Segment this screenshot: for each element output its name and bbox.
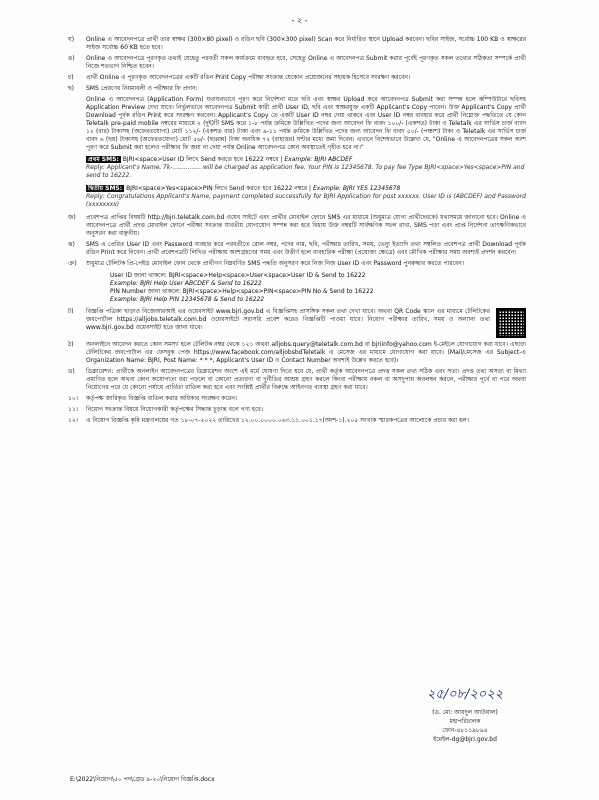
item-label: ঝ) bbox=[68, 241, 75, 248]
item-label: ১২। bbox=[68, 417, 78, 424]
signatory-phone: ফোন-৪৮১১৯৮৯৪ bbox=[442, 727, 488, 734]
item-label: ঞ) bbox=[68, 260, 77, 267]
signatory-name: (ড. মো: আবদুল আউয়াল) bbox=[432, 709, 498, 716]
recovery-pin-example: Example: BJRI Help PIN 12345678 & Send to 16222 bbox=[110, 296, 265, 303]
item-label: ১০। bbox=[68, 395, 78, 402]
list-item bbox=[68, 406, 526, 414]
sms-second-command: BJRI<space>Yes<space>PIN লিখে Send করতে হবে 16222 নম্বরে | bbox=[126, 185, 312, 192]
list-item bbox=[68, 74, 526, 82]
list-item bbox=[68, 260, 526, 268]
sms-first-tag: প্রথম SMS: bbox=[88, 156, 119, 163]
item-text: প্রবেশপত্র প্রাপ্তির বিষয়টি http://bjri.teletalk.com.bd ওয়েব সাইটে এবং প্রার্থীর মোবাইল ফোনে SMS এর মাধ্যমে (শুধুমাত্র যোগ্য প্রার্থীদেরকে) যথাসময়ে জানানো হবে। Online এ আবেদনপত্রে প্রার্থী প্রদত্ত মোবাইল ফোনে পরীক্ষা সংক্রান্ত যাবতীয় যোগাযোগ সম্পন্ন করা হবে বিধায় উক্ত নম্বরটি সার্বক্ষণিক সচল রাখা, SMS পড়া এবং প্রাপ্ত নির্দেশনা তাৎক্ষণিকভাবে অনুসরণ করা বাঞ্ছনীয়। bbox=[86, 214, 526, 237]
sms-second-block bbox=[86, 185, 526, 209]
instructions-bottom bbox=[68, 308, 526, 425]
item-label: জ) bbox=[68, 214, 76, 221]
page-number: - ২ - bbox=[291, 16, 308, 25]
item-label: চ) bbox=[68, 74, 74, 81]
list-item bbox=[68, 368, 526, 392]
list-item bbox=[68, 341, 526, 365]
sms-second-tag: দ্বিতীয় SMS: bbox=[88, 185, 123, 192]
signatory-email: ইমেইল-dg@bjri.gov.bd bbox=[433, 736, 497, 743]
credential-recovery-block bbox=[110, 272, 526, 304]
recovery-userid-example: Example: BJRI Help User ABCDEF & Send to 16222 bbox=[110, 280, 262, 287]
item-text: কর্তৃপক্ষ জারিকৃত বিজ্ঞপ্তি বাতিল করার অধিকার সংরক্ষণ করেন। bbox=[86, 395, 238, 402]
signature-scribble: ২৫/০৮/২০২২ bbox=[426, 687, 504, 702]
list-item bbox=[68, 395, 526, 403]
item-text: এ নিয়োগ বিজ্ঞপ্তি কৃষি মন্ত্রণালয়ের গত ১৮-০৭-২০২২ তারিখের ১২.০০.০০০০.০৬৩.১১.০০১.১৭(অংশ-১).২০৫ সংখ্যক স্মারকপত্রের আলোকে প্রচার করা হল। bbox=[86, 417, 469, 424]
item-text: ডিক্লারেশন: প্রার্থীকে অনলাইন আবেদনপত্রের ডিক্লারেশন অংশে এই মর্মে ঘোষণা দিতে হবে যে, প্রার্থী কর্তৃক আবেদনপত্রে প্রদত্ত সকল তথ্য সঠিক এবং সত্য। প্রদত্ত তথ্য অসত্য বা মিথ্যা প্রমাণিত হলে অথবা কোন অযোগ্যতা ধরা পড়লে বা কোনো প্রতারণা বা দুর্নীতির আশ্রয় গ্রহণ করলে কিংবা পরীক্ষায় নকল বা অসদুপায় অবলম্বন করলে, পরীক্ষার পূর্বে বা পরে অথবা নিয়োগের পরে যে কোনো পর্যায়ে প্রার্থিতা বাতিল করা হবে এবং সংশ্লিষ্ট প্রার্থীর বিরুদ্ধে আইনগত ব্যবস্থা গ্রহণ করা যাবে। bbox=[86, 368, 526, 391]
footer-file-path: E:\2022\নিয়োগ\৫০ পদ\গ্রেড ৯-২০\নিয়োগ বিজ্ঞপ্তি.docx bbox=[70, 776, 215, 783]
item-label: ১১। bbox=[68, 406, 78, 413]
instructions-top bbox=[68, 36, 526, 152]
item-label bbox=[68, 96, 86, 152]
item-label: ঙ) bbox=[68, 55, 75, 62]
signature-block bbox=[380, 687, 550, 744]
item-text: নিয়োগ সংক্রান্ত বিষয়ে নিয়োগকারী কর্তৃপক্ষের সিদ্ধান্ত চূড়ান্ত বলে গণ্য হবে। bbox=[86, 406, 263, 413]
item-text: SMS এ প্রেরিত User ID এবং Password ব্যবহার করে পরবর্তীতে রোল নম্বর, পদের নাম, ছবি, পরীক্ষার তারিখ, সময়, ভেন্যু ইত্যাদি তথ্য সম্বলিত প্রবেশপত্র প্রার্থী Download পূর্বক রঙিন Print করে নিবেন। প্রার্থী প্রবেশপত্রটি লিখিত পরীক্ষায় অংশগ্রহণের সময় এবং উত্তীর্ণ হলে ব্যবহারিক পরীক্ষা (প্রযোজ্য ক্ষেত্রে) এবং মৌখিক পরীক্ষার সময় অবশ্যই প্রদর্শন করবেন। bbox=[86, 241, 526, 256]
recovery-userid-line: User ID জানা থাকলে: BJRI<space>Help<space>User<space>User ID & Send to 16222 bbox=[110, 272, 366, 279]
sms-second-example: Example: BJRI YES 12345678 bbox=[312, 185, 401, 192]
list-item bbox=[68, 241, 526, 257]
list-item bbox=[86, 96, 526, 152]
item-text: অনলাইনে আবেদন করতে কোন সমস্যা হলে টেলিটক নম্বর থেকে ১২১ অথবা alljobs.query@teletalk.com.bd বা bjriinfo@yahoo.com ই-মেইলে যোগাযোগ করা যাবে। এছাড়া টেলিটকের জবপোর্টাল এর ফেসবুক পেজ https://www.facebook.com/alljobsbdTeletalk এ মেসেজ এর মাধ্যমে যোগাযোগ করা যাবে। (Mail/মেসেজ এর Subject-এ Organization Name: BJRI, Post Name: * * *, Applicant's User ID ও Contact Number অবশ্যই উল্লেখ করতে হবে)। bbox=[86, 341, 526, 364]
item-text: Online এ আবেদনপত্র (Application Form) যথাযথভাবে পূরণ করে নির্দেশনা মতে ছবি এবং স্বাক্ষর Upload করে আবেদনপত্র Submit করা সম্পন্ন হলে কম্পিউটারে ছবিসহ Application Preview দেখা যাবে। নির্ভুলভাবে আবেদনপত্র Submit কারী প্রার্থী User ID, ছবি এবং স্বাক্ষরযুক্ত একটি Applicant's Copy পাবেন। উক্ত Applicant's Copy প্রার্থী Download পূর্বক রঙিন Print করে সংরক্ষণ করবেন। Applicant's Copy তে একটি User ID নম্বর দেয়া থাকবে এবং User ID নম্বর ব্যবহার করে প্রার্থী নিম্নোক্ত পদ্ধতিতে যে কোন Teletalk pre-paid mobile নম্বরের মাধ্যমে ২ (দুই)টি SMS করে ১-৮ পর্যন্ত ক্রমিকে উল্লিখিত পদের জন্য আবেদন ফি বাবদ ১০০/- (একশত) টাকা ও Teletalk এর সার্ভিস চার্জ বাবদ ১২ (বার) টাকাসহ (অফেরতযোগ্য) মোট ১১২/- (একশত বার) টাকা এবং ৯-১১ পর্যন্ত ক্রমিকে উল্লিখিত পদের জন্য আবেদন ফি বাবদ ৫০/- (পঞ্চাশ) টাকা ও Teletalk এর সার্ভিস চার্জ বাবদ ৬ (ছয়) টাকাসহ (অফেরতযোগ্য) মোট ৫৬/- (ছাপ্পান্ন) টাকা অনধিক ৭২ (বাহাত্তর) ঘণ্টার মধ্যে জমা দিবেন। এখানে বিশেষভাবে উল্লেখ্য যে, "Online এ আবেদনপত্রের সকল অংশ পূরণ করে Submit করা হলেও পরীক্ষার ফি জমা না দেয়া পর্যন্ত Online আবেদনপত্র কোন অবস্থাতেই গৃহীত হবে না।" bbox=[86, 96, 526, 151]
item-text: প্রার্থী Online এ পূরণকৃত আবেদনপত্রের একটি রঙিন Print Copy পরীক্ষা সংক্রান্ত যেকোন প্রয়োজনের সহায়ক হিসেবে সংরক্ষণ করবেন। bbox=[86, 74, 411, 81]
qr-code-icon bbox=[496, 308, 526, 338]
list-item bbox=[68, 36, 526, 52]
list-item bbox=[68, 214, 526, 238]
item-label: ঠ) bbox=[68, 341, 74, 348]
item-text: বিজ্ঞপ্তি পত্রিকা ছাড়াও বিজেআরআই এর ওয়েবসাইট www.bjri.gov.bd এ বিজ্ঞপ্তিসহ প্রাসঙ্গিক সকল তথ্য দেখা যাবে। অথবা QR Code স্ক্যান এর মাধ্যমে টেলিটকের জবপোর্টাল https://alljobs.teletalk.com.bd ওয়েবসাইটে সরাসরি প্রবেশ করেও বিজ্ঞপ্তিটি পাওয়া যাবে। নিয়োগ পরীক্ষার তারিখ, সময় ও অন্যান্য তথ্য www.bjri.gov.bd ওয়েবসাইট হতে জানা যাবে। bbox=[86, 308, 490, 331]
signatory-title: মহাপরিচালক bbox=[449, 718, 481, 725]
instructions-mid bbox=[68, 214, 526, 268]
recovery-pin-line: PIN Number জানা থাকলে: BJRI<space>Help<space>PIN<space>PIN No & Send to 16222 bbox=[110, 288, 374, 295]
document-body bbox=[68, 36, 526, 428]
sms-first-reply: Reply: Applicant's Name, Tk-............... will be charged as application fee. Your PIN is 12345678. To pay fee Type BJRI<space>Yes<space>PIN and send to 16222. bbox=[86, 164, 525, 179]
list-item bbox=[68, 85, 526, 93]
sms-first-block bbox=[86, 156, 526, 180]
item-label: ছ) bbox=[68, 85, 74, 92]
item-text: শুধুমাত্র টেলিটক প্রি-পেইড মোবাইল ফোন থেকে প্রার্থীগণ নিম্নবর্ণিত SMS পদ্ধতি অনুসরণ করে নিজ নিজ User ID এবং Password পুনরুদ্ধার করতে পারবেন। bbox=[86, 260, 465, 267]
item-label: ড) bbox=[68, 368, 75, 375]
item-label: ট) bbox=[68, 308, 74, 315]
list-item bbox=[68, 417, 526, 425]
sms-second-reply: Reply: Congratulations Applicant's Name, payment completed successfully for BJRI Application for post xxxxxx. User ID is (ABCDEF) and Password (xxxxxxxx) bbox=[86, 193, 526, 208]
item-text: Online এ আবেদনপত্রে পূরণকৃত তথ্যই যেহেতু পরবর্তী সকল কার্যক্রমে ব্যবহৃত হবে, সেহেতু Online এ আবেদনপত্র Submit করার পূর্বেই পূরণকৃত সকল তথ্যের সঠিকতা সম্পর্কে প্রার্থী নিজে শতভাগ নিশ্চিত হবেন। bbox=[86, 55, 526, 70]
item-label: ঘ) bbox=[68, 36, 75, 43]
list-item bbox=[68, 308, 526, 338]
sms-first-example: Example: BJRI ABCDEF bbox=[284, 156, 353, 163]
sms-first-command: BJRI<space>User ID লিখে Send করতে হবে 16222 নম্বরে | bbox=[122, 156, 283, 163]
item-text: Online এ আবেদনপত্রে প্রার্থী তার স্বাক্ষর (300×80 pixel) ও রঙিন ছবি (300×300 pixel) Scan করে নির্ধারিত স্থানে Upload করবেন। ছবির সাইজ, সর্বোচ্চ 100 KB ও স্বাক্ষরের সাইজ সর্বোচ্চ 60 KB হতে হবে। bbox=[86, 36, 526, 51]
list-item bbox=[68, 55, 526, 71]
item-text: SMS প্রেরণের নিয়মাবলী ও পরীক্ষার ফি প্রদান: bbox=[86, 85, 198, 92]
